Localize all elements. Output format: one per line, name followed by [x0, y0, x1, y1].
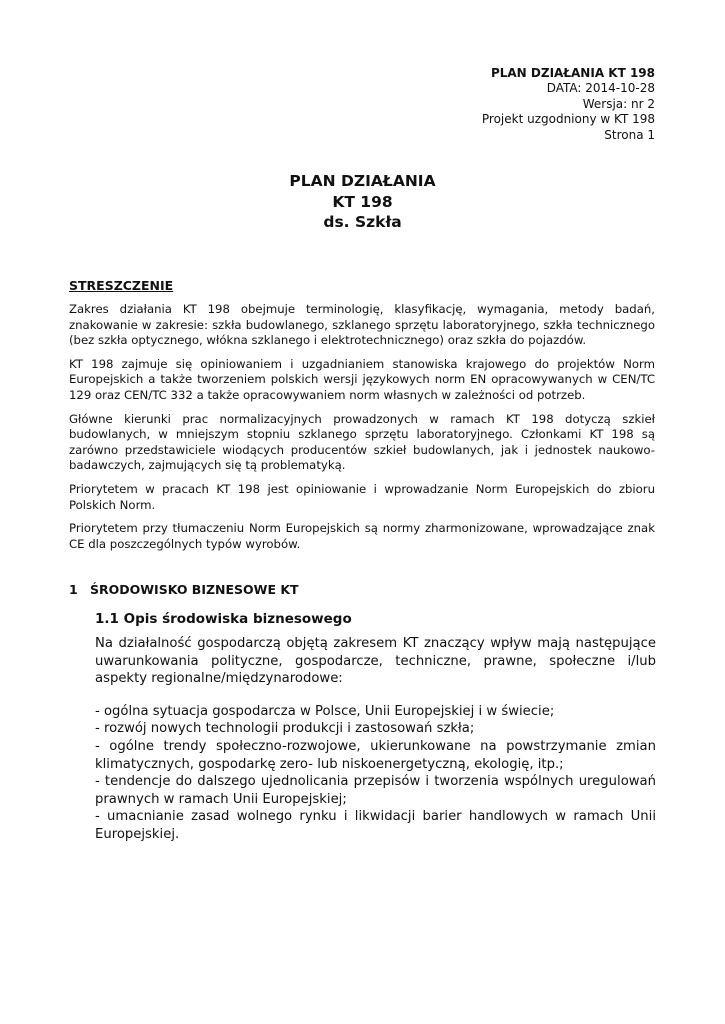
summary-paragraph: Główne kierunki prac normalizacyjnych prowadzonych w ramach KT 198 dotyczą szkieł budowlanych, w mniejszym stopniu szklanego sprzętu laboratoryjnego. Członkami KT 198 są zarówno przedstawiciele wiodących producentów szkieł budowlanych, jak i jednostek naukowo-badawczych, zajmujących się tą problematyką. [69, 411, 655, 473]
header-status: Projekt uzgodniony w KT 198 [481, 112, 655, 127]
section-number: 1 [69, 582, 78, 597]
document-title [0, 171, 725, 233]
summary-paragraph: Priorytetem przy tłumaczeniu Norm Europejskich są normy zharmonizowane, wprowadzające znak CE dla poszczególnych typów wyrobów. [69, 521, 655, 551]
summary-heading: STRESZCZENIE [69, 278, 174, 293]
list-item: - ogólna sytuacja gospodarcza w Polsce, Unii Europejskiej i w świecie; [95, 703, 555, 719]
summary-body [69, 302, 655, 560]
section-1-heading [69, 582, 299, 597]
conditions-list [95, 703, 656, 844]
subsection-intro: Na działalność gospodarczą objętą zakresem KT znaczący wpływ mają następujące uwarunkowania polityczne, gospodarcze, techniczne, prawne, społeczne i/lub aspekty regionalne/międzynarodowe: [95, 636, 656, 687]
list-item: - umacnianie zasad wolnego rynku i likwidacji barier handlowych w ramach Unii Europejskiej. [95, 809, 656, 842]
list-item: - tendencje do dalszego ujednolicania przepisów i tworzenia wspólnych uregulowań prawnych w ramach Unii Europejskiej; [95, 774, 656, 807]
header-title: PLAN DZIAŁANIA KT 198 [490, 66, 655, 80]
summary-paragraph: Zakres działania KT 198 obejmuje terminologię, klasyfikację, wymagania, metody badań, znakowanie w zakresie: szkła budowlanego, szklanego sprzętu laboratoryjnego, szkła technicznego (bez szkła optycznego, włókna szklanego i elektrotechnicznego) oraz szkła do pojazdów. [69, 302, 655, 348]
header-page-number: Strona 1 [604, 127, 655, 142]
document-header [482, 66, 655, 143]
title-line-2: KT 198 [332, 192, 393, 211]
summary-paragraph: Priorytetem w pracach KT 198 jest opiniowanie i wprowadzanie Norm Europejskich do zbioru Polskich Norm. [69, 481, 655, 512]
title-line-3: ds. Szkła [323, 213, 402, 231]
list-item: - rozwój nowych technologii produkcji i zastosowań szkła; [95, 721, 475, 737]
section-title: ŚRODOWISKO BIZNESOWE KT [90, 582, 299, 597]
title-line-1: PLAN DZIAŁANIA [289, 172, 436, 190]
list-item: - ogólne trendy społeczno-rozwojowe, ukierunkowane na powstrzymanie zmian klimatycznych, gospodarkę zero- lub niskoenergetyczną, ekologię, itp.; [95, 738, 656, 772]
summary-paragraph: KT 198 zajmuje się opiniowaniem i uzgadnianiem stanowiska krajowego do projektów Norm Europejskich a także tworzeniem polskich wersji językowych norm EN opracowywanych w CEN/TC 129 oraz CEN/TC 332 a także opracowywaniem norm własnych w zależności od potrzeb. [69, 356, 655, 402]
subsection-1-1-body [95, 635, 656, 844]
subsection-1-1-heading: 1.1 Opis środowiska biznesowego [95, 611, 352, 627]
header-date: DATA: 2014-10-28 [546, 81, 655, 96]
header-version: Wersja: nr 2 [582, 96, 655, 111]
